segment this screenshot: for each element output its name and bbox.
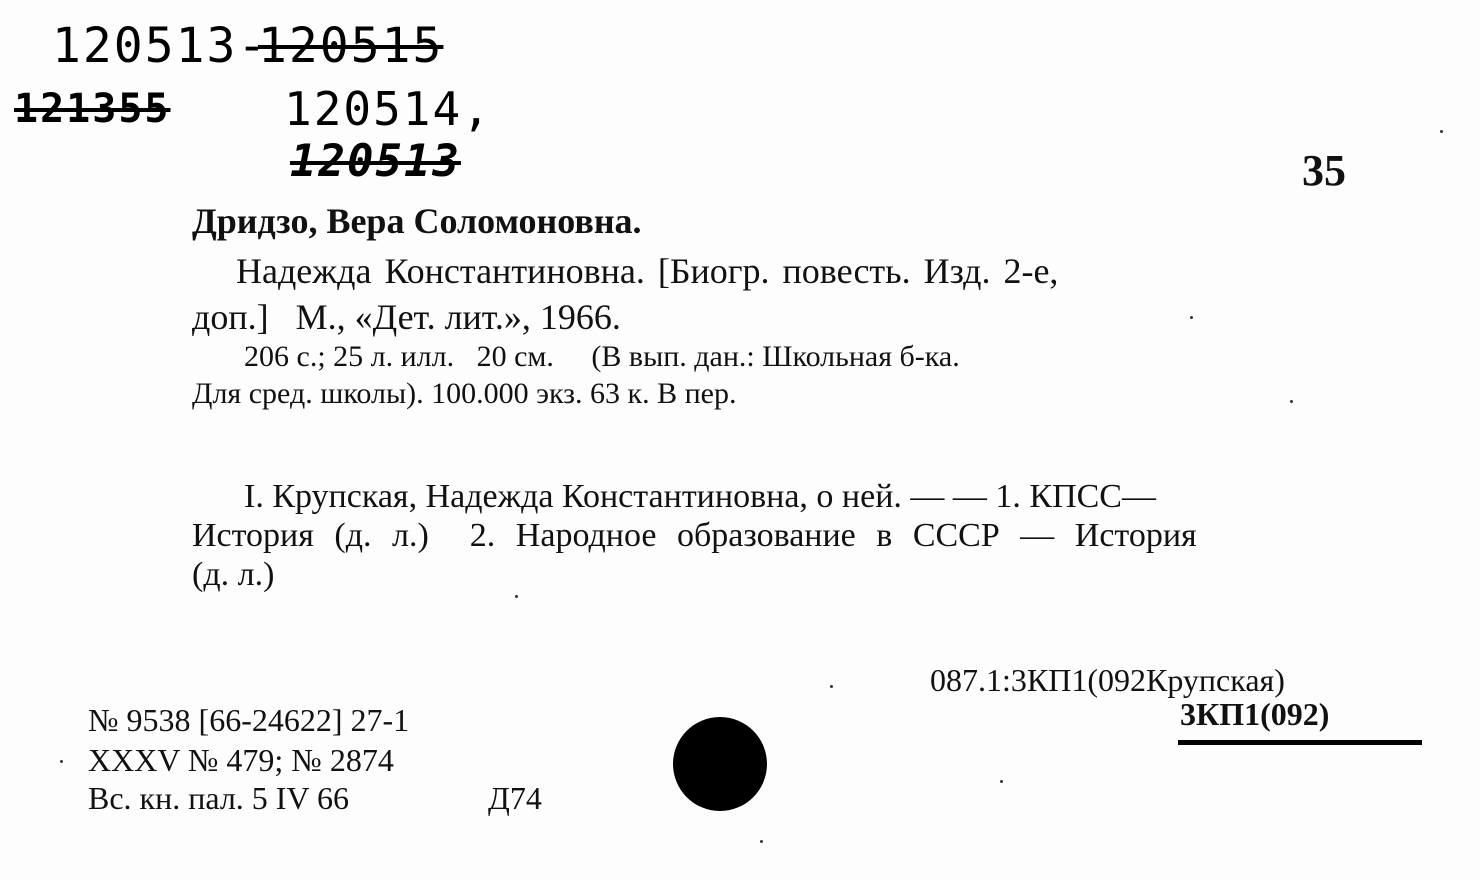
classification-line-1: 087.1:3КП1(092Крупская) xyxy=(930,662,1285,698)
footer-line-1: № 9538 [66-24622] 27-1 xyxy=(88,702,410,738)
handwritten-number-1b: 120515 xyxy=(258,18,444,74)
footer-code: Д74 xyxy=(488,780,542,816)
classification-line-2: 3КП1(092) xyxy=(1180,696,1330,732)
handwritten-number-1a: 120513- xyxy=(52,18,269,74)
classification-underline xyxy=(1178,740,1422,745)
card-punch-hole xyxy=(673,717,767,811)
scan-speck xyxy=(1190,316,1193,319)
scan-speck xyxy=(1440,130,1443,133)
footer-line-3: Вс. кн. пал. 5 IV 66 xyxy=(88,780,349,816)
scan-speck xyxy=(515,595,518,598)
description-line-1: 206 с.; 25 л. илл. 20 см. (В вып. дан.: Школьная б-ка. xyxy=(244,340,960,373)
author-heading: Дридзо, Вера Соломоновна. xyxy=(192,201,642,241)
title-line-2: доп.] М., «Дет. лит.», 1966. xyxy=(192,297,621,337)
scan-speck xyxy=(760,840,763,843)
subjects-line-3: (д. л.) xyxy=(192,556,275,593)
subjects-line-2: История (д. л.) 2. Народное образование в СССР — История xyxy=(192,517,1197,554)
handwritten-number-2b: 120514, xyxy=(284,82,492,136)
scan-speck xyxy=(830,685,833,688)
subjects-line-1: I. Крупская, Надежда Константиновна, о ней. — — 1. КПСС— xyxy=(244,478,1156,515)
handwritten-number-3: 120513 xyxy=(290,136,461,187)
footer-line-2: XXXV № 479; № 2874 xyxy=(88,742,394,778)
title-line-1: Надежда Константиновна. [Биогр. повесть. Изд. 2-е, xyxy=(236,251,1059,291)
scan-speck xyxy=(1290,400,1293,403)
handwritten-number-2a: 121355 xyxy=(14,86,171,132)
description-line-2: Для сред. школы). 100.000 экз. 63 к. В пер. xyxy=(192,377,737,410)
card-number: 35 xyxy=(1302,146,1346,195)
scan-speck xyxy=(60,760,63,763)
scan-speck xyxy=(1000,780,1003,783)
